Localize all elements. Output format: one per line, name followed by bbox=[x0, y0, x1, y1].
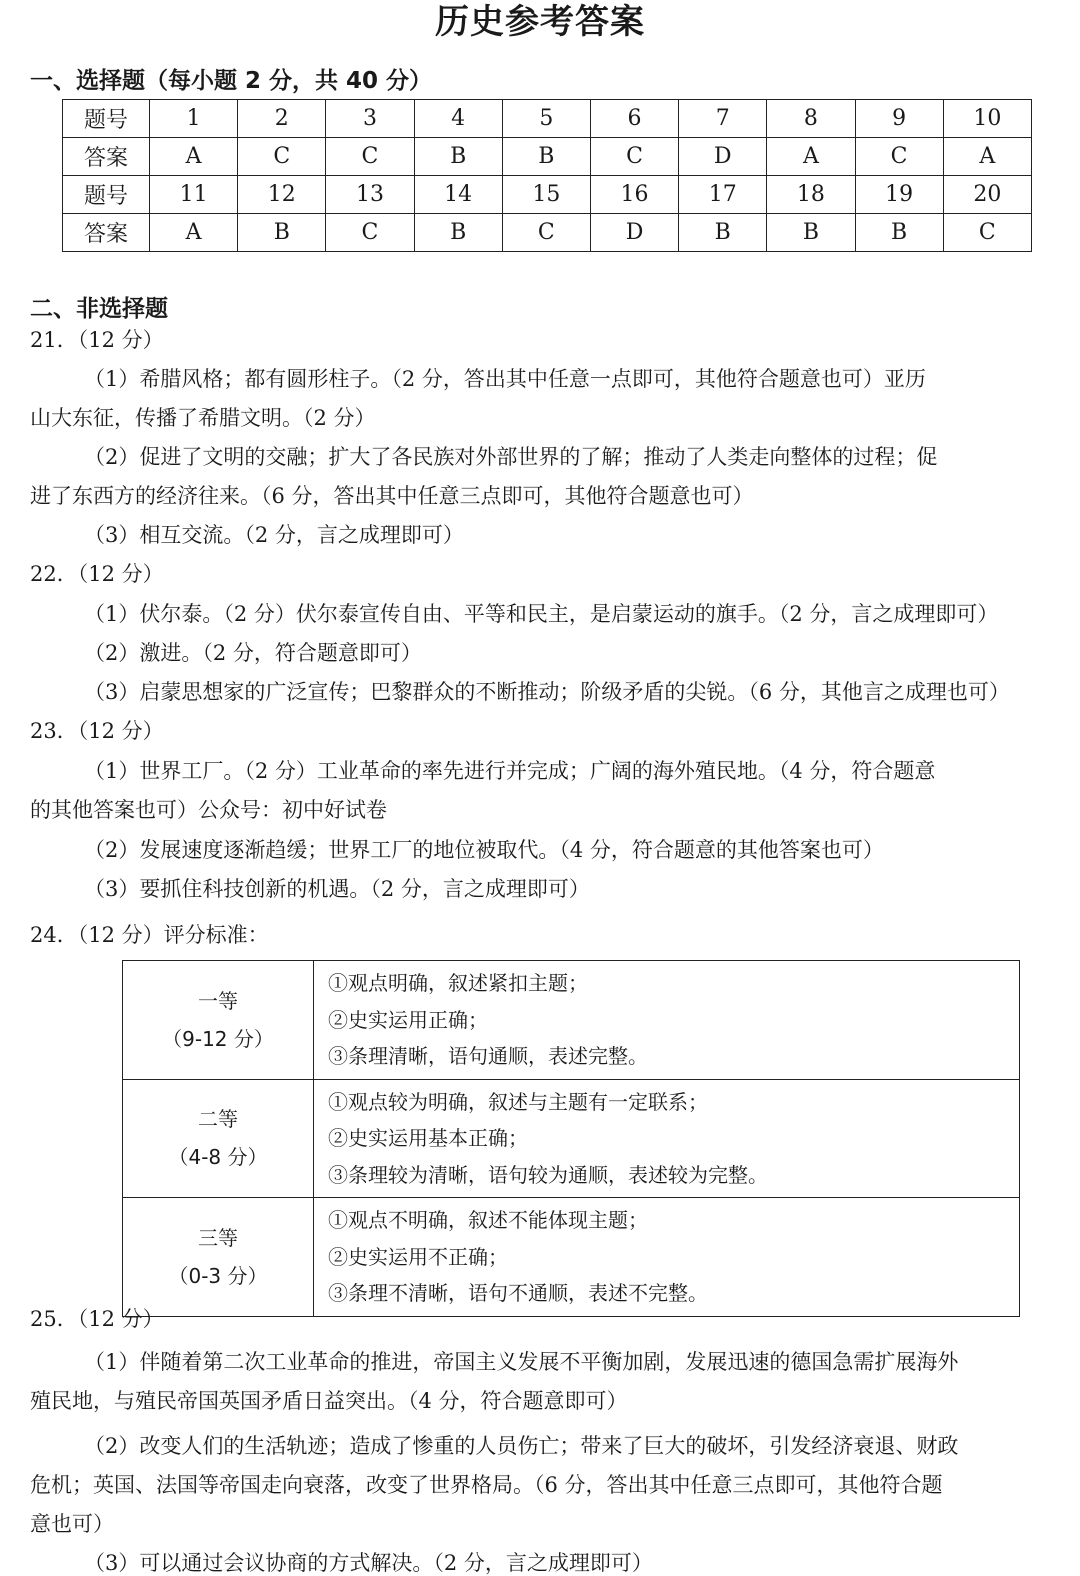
table-cell: D bbox=[590, 214, 678, 252]
rubric-criterion: ①观点较为明确，叙述与主题有一定联系； bbox=[328, 1089, 708, 1114]
table-cell: 9 bbox=[855, 100, 943, 138]
question-24-header: 24．（12 分）评分标准： bbox=[30, 923, 269, 947]
page-title: 历史参考答案 bbox=[435, 2, 645, 42]
section2-heading: 二、非选择题 bbox=[30, 296, 168, 322]
question-22-header: 22．（12 分） bbox=[30, 562, 164, 586]
answer-line: （3）要抓住科技创新的机遇。（2 分，言之成理即可） bbox=[84, 877, 590, 901]
answer-line: （2）促进了文明的交融；扩大了各民族对外部世界的了解；推动了人类走向整体的过程；促 bbox=[84, 445, 938, 469]
question-21-header: 21．（12 分） bbox=[30, 328, 164, 352]
table-row bbox=[63, 176, 1032, 214]
table-cell: 1 bbox=[150, 100, 238, 138]
table-cell: 12 bbox=[238, 176, 326, 214]
answer-line: （2）改变人们的生活轨迹；造成了惨重的人员伤亡；带来了巨大的破坏，引发经济衰退、财政 bbox=[84, 1434, 959, 1458]
rubric-score-range: （9-12 分） bbox=[162, 1026, 274, 1051]
table-cell: B bbox=[414, 214, 502, 252]
table-row bbox=[63, 138, 1032, 176]
table-cell: 5 bbox=[502, 100, 590, 138]
table-cell: 8 bbox=[767, 100, 855, 138]
rubric-criterion: ①观点不明确，叙述不能体现主题； bbox=[328, 1208, 648, 1232]
table-cell: 19 bbox=[855, 176, 943, 214]
answer-line: （3）可以通过会议协商的方式解决。（2 分，言之成理即可） bbox=[84, 1551, 653, 1575]
rubric-table bbox=[122, 960, 1020, 1317]
rubric-criterion: ②史实运用基本正确； bbox=[328, 1126, 528, 1150]
table-cell: D bbox=[679, 138, 767, 176]
answer-line: 意也可） bbox=[30, 1512, 114, 1536]
table-cell: 3 bbox=[326, 100, 414, 138]
rubric-criterion: ②史实运用正确； bbox=[328, 1007, 488, 1032]
answer-line: （3）启蒙思想家的广泛宣传；巴黎群众的不断推动；阶级矛盾的尖锐。（6 分，其他言之成理也可） bbox=[84, 680, 1010, 704]
table-cell: 20 bbox=[943, 176, 1031, 214]
table-cell: 2 bbox=[238, 100, 326, 138]
rubric-criteria-cell bbox=[314, 1198, 1020, 1317]
table-cell: 4 bbox=[414, 100, 502, 138]
question-25-header: 25．（12 分） bbox=[30, 1307, 164, 1331]
table-cell: B bbox=[502, 138, 590, 176]
table-cell: B bbox=[679, 214, 767, 252]
table-cell: C bbox=[855, 138, 943, 176]
answer-line: （1）世界工厂。（2 分）工业革命的率先进行并完成；广阔的海外殖民地。（4 分，符合题意 bbox=[84, 759, 936, 783]
table-cell: 15 bbox=[502, 176, 590, 214]
table-cell: C bbox=[502, 214, 590, 252]
table-cell: 18 bbox=[767, 176, 855, 214]
rubric-level: 二等 bbox=[198, 1107, 238, 1132]
section1-heading: 一、选择题（每小题 2 分，共 40 分） bbox=[30, 68, 433, 94]
answer-line: （3）相互交流。（2 分，言之成理即可） bbox=[84, 523, 464, 547]
answer-line: 殖民地，与殖民帝国英国矛盾日益突出。（4 分，符合题意即可） bbox=[30, 1389, 628, 1413]
answer-line: （1）伴随着第二次工业革命的推进，帝国主义发展不平衡加剧，发展迅速的德国急需扩展海外 bbox=[84, 1350, 959, 1374]
table-cell: A bbox=[767, 138, 855, 176]
table-cell: 11 bbox=[150, 176, 238, 214]
table-cell: C bbox=[238, 138, 326, 176]
rubric-criterion: ①观点明确，叙述紧扣主题； bbox=[328, 971, 588, 995]
mcq-answer-table bbox=[62, 99, 1032, 252]
rubric-level: 三等 bbox=[198, 1225, 238, 1250]
answer-line: （1）伏尔泰。（2 分）伏尔泰宣传自由、平等和民主，是启蒙运动的旗手。（2 分，言之成理即可） bbox=[84, 602, 999, 626]
rubric-score-range: （4-8 分） bbox=[168, 1145, 268, 1170]
table-cell: 答案 bbox=[63, 138, 150, 176]
table-cell: B bbox=[238, 214, 326, 252]
table-row bbox=[63, 100, 1032, 138]
table-cell: B bbox=[767, 214, 855, 252]
rubric-level-cell bbox=[123, 961, 314, 1080]
answer-line: （1）希腊风格；都有圆形柱子。（2 分，答出其中任意一点即可，其他符合题意也可）亚历 bbox=[84, 367, 926, 391]
table-cell: 7 bbox=[679, 100, 767, 138]
rubric-criteria-cell bbox=[314, 1079, 1020, 1198]
table-cell: 题号 bbox=[63, 176, 150, 214]
rubric-level: 一等 bbox=[198, 988, 238, 1013]
rubric-level-cell bbox=[123, 1079, 314, 1198]
rubric-score-range: （0-3 分） bbox=[168, 1263, 268, 1288]
rubric-row bbox=[123, 1198, 1020, 1317]
answer-line: 的其他答案也可）公众号：初中好试卷 bbox=[30, 798, 387, 822]
answer-line: 危机；英国、法国等帝国走向衰落，改变了世界格局。（6 分，答出其中任意三点即可，其他符合题 bbox=[30, 1473, 943, 1497]
question-23-header: 23．（12 分） bbox=[30, 719, 164, 743]
rubric-criterion: ③条理不清晰，语句不通顺，表述不完整。 bbox=[328, 1281, 708, 1305]
rubric-row bbox=[123, 1079, 1020, 1198]
table-cell: B bbox=[414, 138, 502, 176]
table-cell: 17 bbox=[679, 176, 767, 214]
table-cell: 14 bbox=[414, 176, 502, 214]
table-cell: 10 bbox=[943, 100, 1031, 138]
table-cell: C bbox=[326, 214, 414, 252]
answer-line: （2）激进。（2 分，符合题意即可） bbox=[84, 641, 422, 665]
table-cell: A bbox=[150, 214, 238, 252]
rubric-row bbox=[123, 961, 1020, 1080]
table-cell: 6 bbox=[590, 100, 678, 138]
table-cell: A bbox=[943, 138, 1031, 176]
table-cell: C bbox=[943, 214, 1031, 252]
answer-line: （2）发展速度逐渐趋缓；世界工厂的地位被取代。（4 分，符合题意的其他答案也可） bbox=[84, 838, 884, 862]
answer-line: 进了东西方的经济往来。（6 分，答出其中任意三点即可，其他符合题意也可） bbox=[30, 484, 754, 508]
table-cell: 13 bbox=[326, 176, 414, 214]
rubric-level-cell bbox=[123, 1198, 314, 1317]
rubric-criterion: ②史实运用不正确； bbox=[328, 1244, 508, 1269]
table-row bbox=[63, 214, 1032, 252]
table-cell: C bbox=[590, 138, 678, 176]
table-cell: 答案 bbox=[63, 214, 150, 252]
table-cell: A bbox=[150, 138, 238, 176]
answer-line: 山大东征，传播了希腊文明。（2 分） bbox=[30, 406, 376, 430]
table-cell: B bbox=[855, 214, 943, 252]
rubric-criterion: ③条理清晰，语句通顺，表述完整。 bbox=[328, 1044, 648, 1068]
rubric-criteria-cell bbox=[314, 961, 1020, 1080]
table-cell: 题号 bbox=[63, 100, 150, 138]
table-cell: C bbox=[326, 138, 414, 176]
table-cell: 16 bbox=[590, 176, 678, 214]
rubric-criterion: ③条理较为清晰，语句较为通顺，表述较为完整。 bbox=[328, 1162, 768, 1187]
